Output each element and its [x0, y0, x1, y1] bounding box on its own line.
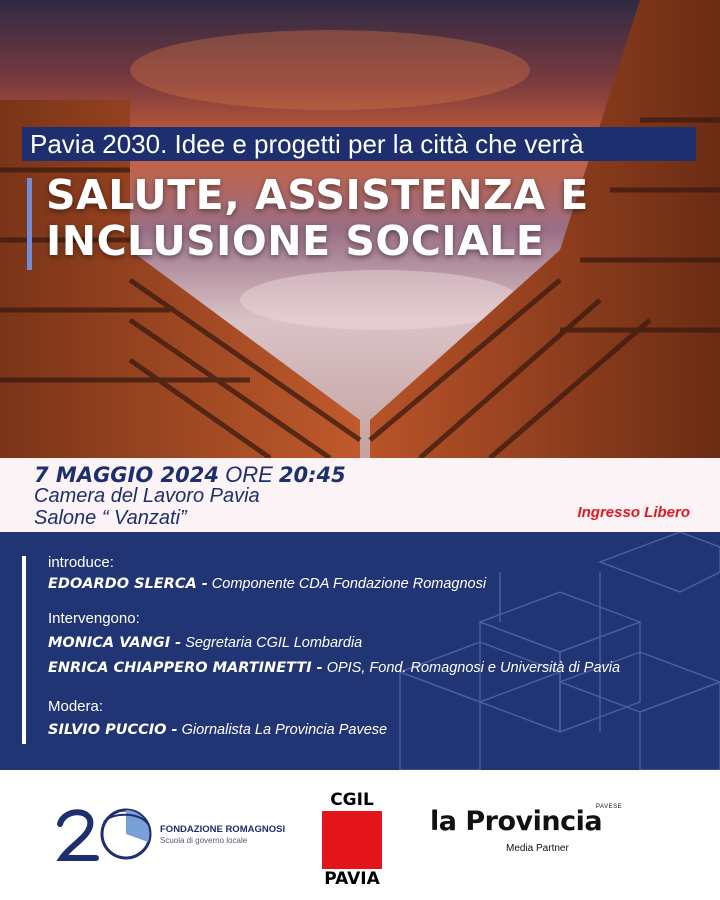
headline-line-1: SALUTE, ASSISTENZA E [46, 171, 589, 219]
moderator-label: Modera: [48, 698, 104, 715]
speakers-label: Intervengono: [48, 610, 140, 627]
fondazione-name: FONDAZIONE ROMAGNOSI [160, 824, 286, 835]
introduce-label: introduce: [48, 554, 114, 571]
speaker-row-2 [48, 660, 620, 676]
entry-badge: Ingresso Libero [577, 504, 690, 521]
headline-accent-line [27, 178, 32, 270]
time-prefix: ORE [225, 462, 273, 487]
provincia-pavese-small: PAVESE [596, 804, 623, 810]
speaker-2-name: ENRICA CHIAPPERO MARTINETTI - [48, 660, 323, 676]
cgil-pavia-logo [322, 792, 382, 888]
series-title: Pavia 2030. Idee e progetti per la città che verrà [22, 127, 696, 161]
speaker-2-desc: OPIS, Fond. Romagnosi e Università di Pavia [326, 660, 621, 676]
speakers-accent-line [22, 556, 26, 744]
partner-logos [0, 770, 720, 900]
speaker-1-desc: Segretaria CGIL Lombardia [185, 635, 363, 651]
speaker-1-name: MONICA VANGI - [48, 635, 182, 651]
headline [46, 172, 716, 264]
moderator-row [48, 722, 387, 738]
event-details [0, 458, 720, 532]
cgil-red-square [322, 811, 382, 869]
media-partner-label: Media Partner [506, 843, 569, 854]
cgil-label: CGIL [330, 790, 374, 810]
introducer-name: EDOARDO SLERCA - [48, 576, 208, 592]
venue-line-2: Salone “ Vanzati” [34, 507, 187, 529]
fondazione-subtitle: Scuola di governo locale [160, 836, 248, 845]
provincia-logo-title: la Provincia [430, 806, 603, 837]
moderator-desc: Giornalista La Provincia Pavese [181, 722, 388, 738]
speakers-panel [0, 532, 720, 770]
event-date: 7 MAGGIO 2024 [34, 463, 219, 487]
event-time: 20:45 [278, 463, 346, 487]
moderator-name: SILVIO PUCCIO - [48, 722, 178, 738]
venue-line-1: Camera del Lavoro Pavia [34, 485, 260, 507]
speaker-row-1 [48, 635, 362, 651]
introducer-desc: Componente CDA Fondazione Romagnosi [211, 576, 487, 592]
headline-line-2: INCLUSIONE SOCIALE [46, 217, 545, 265]
introducer-row [48, 576, 486, 592]
cgil-city-label: PAVIA [324, 869, 380, 889]
